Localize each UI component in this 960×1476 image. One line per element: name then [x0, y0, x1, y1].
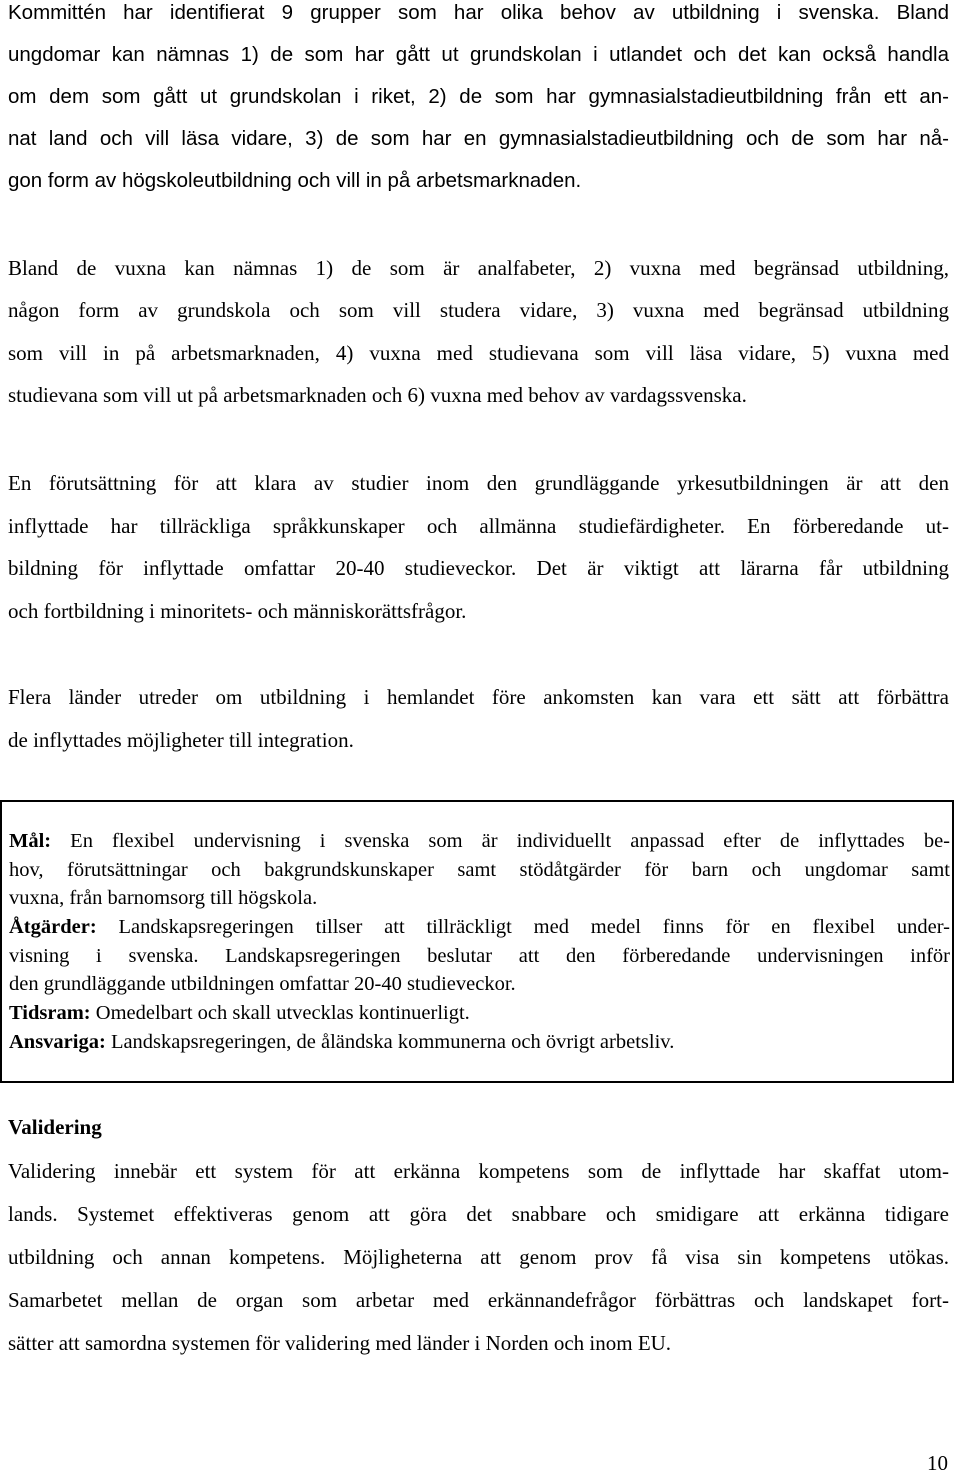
- text-line: de inflyttades möjligheter till integration.: [8, 728, 354, 752]
- goal-box: [0, 800, 954, 1083]
- paragraph-home-country: [8, 676, 949, 762]
- section-heading-validering: Validering: [8, 1115, 102, 1139]
- responsible-label: Ansvariga:: [9, 1030, 106, 1053]
- goal-line: [9, 827, 950, 856]
- text-line: sätter att samordna systemen för validering med länder i Norden och inom EU.: [8, 1331, 672, 1355]
- text-line: bildning för inflyttade omfattar 20-40 studieveckor. Det är viktigt att lärarna får utbildning: [8, 556, 949, 580]
- text-line: ungdomar kan nämnas 1) de som har gått ut grundskolan i utlandet och det kan också handla: [8, 43, 949, 66]
- measures-text: Landskapsregeringen tillser att tillräckligt med medel finns för en flexibel under-: [96, 916, 950, 939]
- text-line: Samarbetet mellan de organ som arbetar med erkännandefrågor förbättras och landskapet fort-: [8, 1288, 949, 1312]
- text-line: utbildning och annan kompetens. Möjligheterna att genom prov få visa sin kompetens utökas.: [8, 1245, 949, 1269]
- text-line: gon form av högskoleutbildning och vill in på arbetsmarknaden.: [8, 169, 582, 192]
- text-line: som vill in på arbetsmarknaden, 4) vuxna med studievana som vill läsa vidare, 5) vuxna med: [8, 340, 949, 365]
- text-line: Kommittén har identifierat 9 grupper som har olika behov av utbildning i svenska. Bland: [8, 1, 949, 24]
- text-line: och fortbildning i minoritets- och människorättsfrågor.: [8, 598, 467, 623]
- timeframe-line: [9, 999, 950, 1028]
- paragraph-validering: [8, 1150, 949, 1365]
- measures-line: [9, 913, 950, 942]
- paragraph-adults: [8, 247, 949, 416]
- text-line: inflyttade har tillräckliga språkkunskaper och allmänna studiefärdigheter. En förberedande ut-: [8, 513, 949, 538]
- measures-line: visning i svenska. Landskapsregeringen beslutar att den förberedande undervisningen inför: [9, 944, 950, 967]
- text-line: lands. Systemet effektiveras genom att göra det snabbare och smidigare att erkänna tidigare: [8, 1202, 949, 1226]
- goal-line: vuxna, från barnomsorg till högskola.: [9, 887, 318, 910]
- responsible-text: Landskapsregeringen, de åländska kommunerna och övrigt arbetsliv.: [105, 1030, 675, 1053]
- text-line: En förutsättning för att klara av studier inom den grundläggande yrkesutbildningen är att den: [8, 471, 949, 495]
- text-line: Flera länder utreder om utbildning i hemlandet före ankomsten kan vara ett sätt att förbättra: [8, 685, 949, 709]
- goal-box-content: [9, 827, 950, 1057]
- goal-text: En flexibel undervisning i svenska som är individuellt anpassad efter de inflyttades be-: [51, 830, 950, 852]
- measures-label: Åtgärder:: [9, 916, 97, 939]
- goal-label: Mål:: [9, 830, 52, 852]
- timeframe-text: Omedelbart och skall utvecklas kontinuerligt.: [90, 1002, 470, 1025]
- text-line: någon form av grundskola och som vill studera vidare, 3) vuxna med begränsad utbildning: [8, 298, 949, 323]
- text-line: om dem som gått ut grundskolan i riket, 2) de som har gymnasialstadieutbildning från ett an-: [8, 85, 949, 108]
- text-line: studievana som vill ut på arbetsmarknaden och 6) vuxna med behov av vardagssvenska.: [8, 382, 747, 407]
- paragraph-prerequisite: [8, 462, 949, 632]
- text-line: Validering innebär ett system för att erkänna kompetens som de inflyttade har skaffat utom-: [8, 1159, 949, 1183]
- page-number: 10: [927, 1451, 948, 1475]
- paragraph-group-needs: [8, 0, 949, 202]
- responsible-line: [9, 1028, 950, 1057]
- text-line: Bland de vuxna kan nämnas 1) de som är analfabeter, 2) vuxna med begränsad utbildning,: [8, 256, 949, 280]
- timeframe-label: Tidsram:: [9, 1002, 91, 1025]
- measures-line: den grundläggande utbildningen omfattar 20-40 studieveckor.: [9, 973, 516, 996]
- text-line: nat land och vill läsa vidare, 3) de som har en gymnasialstadieutbildning och de som har nå-: [8, 127, 949, 150]
- goal-line: hov, förutsättningar och bakgrundskunskaper samt stödåtgärder för barn och ungdomar samt: [9, 858, 950, 881]
